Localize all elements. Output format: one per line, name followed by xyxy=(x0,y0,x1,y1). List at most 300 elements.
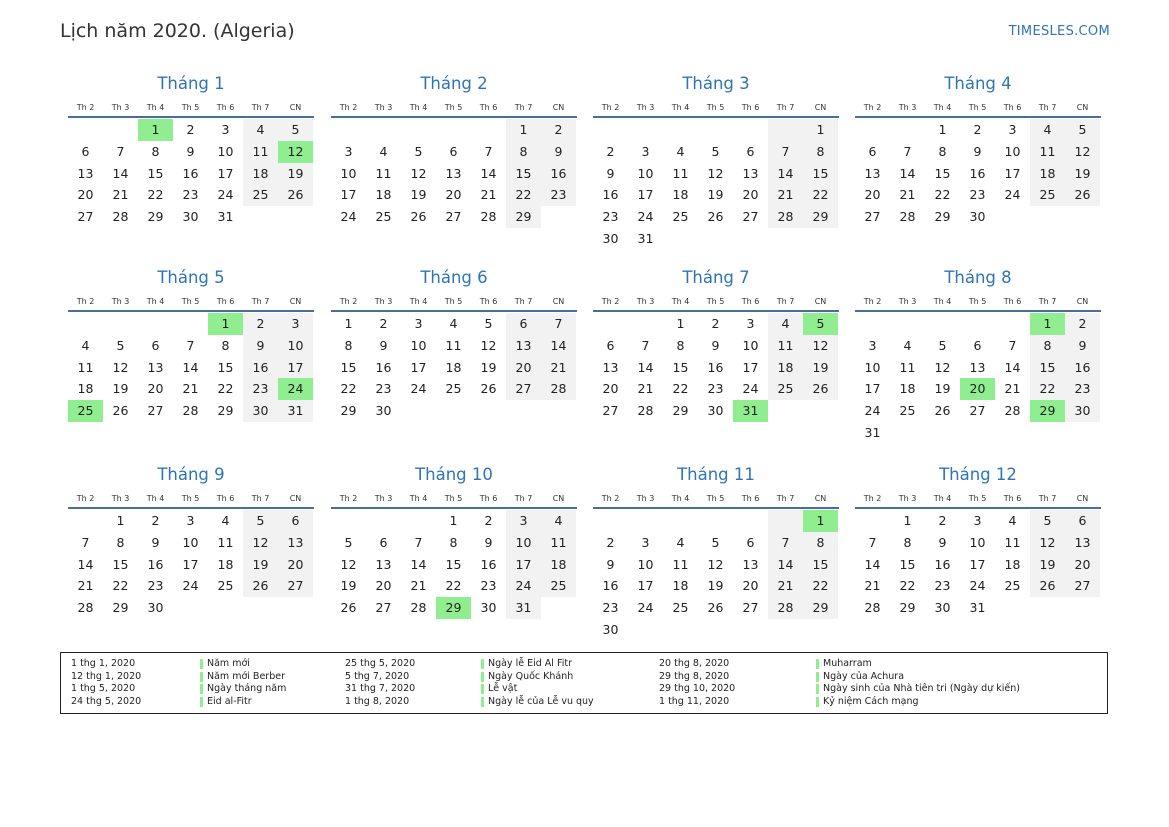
day-cell: 4 xyxy=(1030,119,1065,141)
day-cell: 8 xyxy=(449,534,458,550)
day-cell: 17 xyxy=(969,556,986,572)
month-title: Tháng 2 xyxy=(420,74,488,93)
day-cell: 26 xyxy=(803,378,838,400)
day-cell: 13 xyxy=(77,165,94,181)
day-cell: 14 xyxy=(541,335,576,357)
month-title: Tháng 10 xyxy=(415,465,493,484)
day-cell: 22 xyxy=(147,187,164,203)
weekday-label: Th 5 xyxy=(968,297,987,306)
day-cell: 17 xyxy=(410,359,427,375)
weekday-label: Th 7 xyxy=(776,297,795,306)
day-cell: 3 xyxy=(414,316,423,331)
weekday-label: Th 4 xyxy=(409,494,428,503)
weekday-header xyxy=(331,492,577,506)
empty-cell xyxy=(593,313,628,335)
weekday-label: Th 6 xyxy=(216,297,235,306)
empty-cell xyxy=(628,510,663,532)
day-cell: 5 xyxy=(116,337,125,353)
day-cell: 27 xyxy=(445,209,462,225)
day-cell: 25 xyxy=(1030,184,1065,206)
day-cell: 11 xyxy=(672,556,689,572)
day-cell: 23 xyxy=(969,187,986,203)
empty-cell xyxy=(401,510,436,532)
day-cell: 28 xyxy=(182,403,199,419)
day-cell: 27 xyxy=(602,403,619,419)
legend-holiday-name: Ngày sinh của Nhà tiên tri (Ngày dự kiến) xyxy=(823,683,1020,695)
day-cell: 7 xyxy=(768,141,803,163)
day-cell: 18 xyxy=(77,381,94,397)
day-cell: 27 xyxy=(742,209,759,225)
day-cell: 23 xyxy=(707,381,724,397)
day-cell: 4 xyxy=(541,510,576,532)
day-cell: 12 xyxy=(1030,532,1065,554)
day-grid xyxy=(331,119,577,228)
weekday-label: Th 7 xyxy=(251,494,270,503)
day-cell: 21 xyxy=(1004,381,1021,397)
day-cell: 22 xyxy=(506,184,541,206)
weekday-header xyxy=(331,295,577,309)
day-grid xyxy=(331,510,577,619)
day-cell: 16 xyxy=(1065,357,1100,379)
day-cell: 21 xyxy=(864,578,881,594)
day-cell: 10 xyxy=(217,143,234,159)
weekday-label: Th 5 xyxy=(444,297,463,306)
day-cell: 28 xyxy=(541,378,576,400)
empty-cell xyxy=(733,119,768,141)
day-cell: 13 xyxy=(506,335,541,357)
weekday-header xyxy=(68,295,314,309)
day-cell: 29 xyxy=(340,403,357,419)
day-cell: 4 xyxy=(903,337,912,353)
weekday-header xyxy=(855,295,1101,309)
empty-cell xyxy=(331,119,366,141)
weekday-label: Th 2 xyxy=(339,297,358,306)
day-grid xyxy=(593,119,839,250)
day-cell: 26 xyxy=(707,209,724,225)
day-cell: 19 xyxy=(1065,163,1100,185)
day-cell: 21 xyxy=(182,381,199,397)
day-cell: 16 xyxy=(969,165,986,181)
day-cell: 16 xyxy=(541,163,576,185)
day-cell: 24 xyxy=(969,578,986,594)
weekday-label: Th 7 xyxy=(776,494,795,503)
day-cell: 24 xyxy=(1004,187,1021,203)
day-cell: 19 xyxy=(803,357,838,379)
day-cell: 15 xyxy=(445,556,462,572)
empty-cell xyxy=(401,119,436,141)
day-cell: 2 xyxy=(379,316,388,331)
month-title: Tháng 5 xyxy=(157,268,225,287)
weekday-label: Th 6 xyxy=(1003,103,1022,112)
day-cell: 31 xyxy=(637,230,654,246)
empty-cell xyxy=(698,119,733,141)
day-cell: 16 xyxy=(375,359,392,375)
day-grid xyxy=(593,313,839,422)
legend-date: 29 thg 8, 2020 xyxy=(659,670,730,682)
month-4 xyxy=(855,73,1101,228)
day-cell: 2 xyxy=(541,119,576,141)
weekday-label: Th 2 xyxy=(601,103,620,112)
day-cell: 7 xyxy=(641,337,650,353)
weekday-label: Th 7 xyxy=(514,297,533,306)
day-cell: 16 xyxy=(934,556,951,572)
day-grid xyxy=(68,313,314,422)
site-link[interactable]: TIMESLES.COM xyxy=(1008,24,1110,39)
day-cell: 10 xyxy=(410,337,427,353)
day-cell: 20 xyxy=(375,578,392,594)
weekday-label: Th 3 xyxy=(636,297,655,306)
weekday-label: Th 6 xyxy=(216,494,235,503)
weekday-label: CN xyxy=(1076,103,1089,112)
day-cell: 28 xyxy=(637,403,654,419)
day-cell: 22 xyxy=(934,187,951,203)
day-cell: 30 xyxy=(1065,400,1100,422)
day-cell: 5 xyxy=(711,534,720,550)
weekday-header xyxy=(593,492,839,506)
day-cell: 27 xyxy=(77,209,94,225)
empty-cell xyxy=(663,119,698,141)
empty-cell xyxy=(890,119,925,141)
weekday-label: Th 3 xyxy=(636,103,655,112)
day-cell: 9 xyxy=(484,534,493,550)
day-cell: 28 xyxy=(768,206,803,228)
day-cell: 22 xyxy=(340,381,357,397)
weekday-label: Th 5 xyxy=(968,494,987,503)
weekday-label: Th 4 xyxy=(933,297,952,306)
day-cell: 24 xyxy=(340,209,357,225)
day-cell: 6 xyxy=(506,313,541,335)
day-cell: 21 xyxy=(899,187,916,203)
holiday-day-cell: 31 xyxy=(733,400,768,422)
weekday-label: Th 4 xyxy=(933,494,952,503)
day-cell: 6 xyxy=(449,143,458,159)
legend-holiday-name: Muharram xyxy=(823,658,872,669)
day-cell: 12 xyxy=(112,359,129,375)
day-cell: 22 xyxy=(803,575,838,597)
weekday-label: Th 6 xyxy=(1003,494,1022,503)
day-cell: 19 xyxy=(1030,554,1065,576)
weekday-label: CN xyxy=(1076,494,1089,503)
day-cell: 26 xyxy=(243,575,278,597)
day-cell: 28 xyxy=(1004,403,1021,419)
month-9 xyxy=(68,464,314,619)
day-cell: 4 xyxy=(1008,513,1017,528)
month-title: Tháng 8 xyxy=(944,268,1012,287)
header-divider xyxy=(855,310,1101,312)
legend-color-marker xyxy=(816,697,819,707)
day-cell: 3 xyxy=(641,534,650,550)
day-cell: 26 xyxy=(278,184,313,206)
day-cell: 23 xyxy=(934,578,951,594)
day-cell: 28 xyxy=(410,600,427,616)
day-cell: 28 xyxy=(112,209,129,225)
day-cell: 30 xyxy=(934,600,951,616)
day-cell: 2 xyxy=(484,513,493,528)
weekday-label: Th 2 xyxy=(76,494,95,503)
empty-cell xyxy=(103,313,138,335)
day-cell: 11 xyxy=(672,165,689,181)
day-cell: 28 xyxy=(768,597,803,619)
weekday-label: Th 2 xyxy=(339,494,358,503)
day-cell: 14 xyxy=(768,554,803,576)
legend-date: 25 thg 5, 2020 xyxy=(345,658,416,669)
day-cell: 8 xyxy=(506,141,541,163)
day-cell: 24 xyxy=(742,381,759,397)
day-cell: 29 xyxy=(112,600,129,616)
empty-cell xyxy=(698,510,733,532)
header-divider xyxy=(593,310,839,312)
weekday-label: CN xyxy=(814,297,827,306)
day-cell: 13 xyxy=(864,165,881,181)
day-cell: 21 xyxy=(410,578,427,594)
day-cell: 11 xyxy=(243,141,278,163)
day-cell: 5 xyxy=(414,143,423,159)
day-cell: 6 xyxy=(379,534,388,550)
legend-item xyxy=(61,671,1107,684)
weekday-label: Th 3 xyxy=(898,494,917,503)
month-title: Tháng 7 xyxy=(682,268,750,287)
day-cell: 25 xyxy=(899,403,916,419)
day-cell: 15 xyxy=(899,556,916,572)
day-cell: 19 xyxy=(112,381,129,397)
day-cell: 14 xyxy=(1004,359,1021,375)
legend-date: 24 thg 5, 2020 xyxy=(71,695,142,707)
day-cell: 13 xyxy=(375,556,392,572)
weekday-label: Th 6 xyxy=(741,103,760,112)
day-cell: 2 xyxy=(606,534,615,550)
day-cell: 6 xyxy=(606,337,615,353)
day-cell: 5 xyxy=(1065,119,1100,141)
day-cell: 19 xyxy=(480,359,497,375)
day-cell: 3 xyxy=(221,122,230,137)
holiday-legend xyxy=(60,652,1108,714)
holiday-day-cell: 29 xyxy=(1030,400,1065,422)
month-3 xyxy=(593,73,839,250)
day-cell: 9 xyxy=(711,337,720,353)
header-divider xyxy=(68,116,314,118)
empty-cell xyxy=(366,119,401,141)
day-cell: 16 xyxy=(182,165,199,181)
day-cell: 4 xyxy=(449,316,458,331)
weekday-label: Th 5 xyxy=(181,494,200,503)
empty-cell xyxy=(593,119,628,141)
empty-cell xyxy=(855,510,890,532)
empty-cell xyxy=(663,510,698,532)
day-cell: 31 xyxy=(864,424,881,440)
legend-holiday-name: Năm mới Berber xyxy=(207,670,285,682)
legend-holiday-name: Ngày Quốc Khánh xyxy=(488,670,574,682)
weekday-label: Th 4 xyxy=(146,297,165,306)
day-cell: 4 xyxy=(676,534,685,550)
day-cell: 17 xyxy=(182,556,199,572)
legend-item xyxy=(61,696,1107,709)
day-cell: 13 xyxy=(278,532,313,554)
day-cell: 26 xyxy=(410,209,427,225)
weekday-header xyxy=(855,101,1101,115)
day-cell: 5 xyxy=(243,510,278,532)
day-cell: 1 xyxy=(506,119,541,141)
day-cell: 30 xyxy=(707,403,724,419)
empty-cell xyxy=(855,119,890,141)
day-cell: 6 xyxy=(868,143,877,159)
day-cell: 21 xyxy=(480,187,497,203)
weekday-label: CN xyxy=(552,103,565,112)
day-grid xyxy=(593,510,839,641)
day-cell: 22 xyxy=(112,578,129,594)
day-cell: 14 xyxy=(112,165,129,181)
day-cell: 25 xyxy=(1004,578,1021,594)
day-cell: 16 xyxy=(243,357,278,379)
day-cell: 29 xyxy=(506,206,541,228)
day-cell: 11 xyxy=(541,532,576,554)
empty-cell xyxy=(855,313,890,335)
day-cell: 25 xyxy=(768,378,803,400)
day-cell: 2 xyxy=(151,513,160,528)
day-cell: 28 xyxy=(864,600,881,616)
day-cell: 17 xyxy=(637,187,654,203)
day-cell: 6 xyxy=(81,143,90,159)
empty-cell xyxy=(628,119,663,141)
day-cell: 18 xyxy=(1030,163,1065,185)
day-cell: 7 xyxy=(903,143,912,159)
day-cell: 22 xyxy=(445,578,462,594)
day-cell: 12 xyxy=(243,532,278,554)
month-title: Tháng 11 xyxy=(677,465,755,484)
empty-cell xyxy=(768,119,803,141)
day-cell: 27 xyxy=(278,575,313,597)
day-cell: 13 xyxy=(1065,532,1100,554)
day-cell: 4 xyxy=(81,337,90,353)
day-cell: 11 xyxy=(375,165,392,181)
weekday-label: Th 2 xyxy=(76,297,95,306)
day-cell: 25 xyxy=(375,209,392,225)
day-cell: 8 xyxy=(803,532,838,554)
weekday-label: CN xyxy=(552,494,565,503)
day-cell: 13 xyxy=(969,359,986,375)
day-cell: 27 xyxy=(742,600,759,616)
day-cell: 2 xyxy=(711,316,720,331)
day-cell: 27 xyxy=(864,209,881,225)
legend-date: 1 thg 1, 2020 xyxy=(71,658,136,669)
day-cell: 26 xyxy=(340,600,357,616)
day-cell: 18 xyxy=(672,578,689,594)
day-cell: 18 xyxy=(899,381,916,397)
day-cell: 26 xyxy=(1065,184,1100,206)
day-cell: 14 xyxy=(77,556,94,572)
empty-cell xyxy=(995,313,1030,335)
day-cell: 10 xyxy=(637,165,654,181)
empty-cell xyxy=(628,313,663,335)
day-cell: 28 xyxy=(480,209,497,225)
day-cell: 31 xyxy=(969,600,986,616)
weekday-label: CN xyxy=(289,297,302,306)
header-divider xyxy=(331,310,577,312)
day-cell: 25 xyxy=(243,184,278,206)
weekday-label: CN xyxy=(814,494,827,503)
day-cell: 30 xyxy=(480,600,497,616)
day-cell: 23 xyxy=(480,578,497,594)
day-cell: 12 xyxy=(1065,141,1100,163)
day-cell: 6 xyxy=(151,337,160,353)
weekday-label: Th 4 xyxy=(671,297,690,306)
legend-date: 20 thg 8, 2020 xyxy=(659,658,730,669)
weekday-label: Th 3 xyxy=(111,103,130,112)
day-grid xyxy=(68,510,314,619)
weekday-label: Th 6 xyxy=(1003,297,1022,306)
day-cell: 9 xyxy=(1065,335,1100,357)
weekday-label: Th 2 xyxy=(863,494,882,503)
day-cell: 9 xyxy=(938,534,947,550)
day-cell: 11 xyxy=(1030,141,1065,163)
empty-cell xyxy=(331,510,366,532)
day-cell: 4 xyxy=(243,119,278,141)
weekday-label: Th 5 xyxy=(181,103,200,112)
empty-cell xyxy=(173,313,208,335)
weekday-label: Th 5 xyxy=(444,494,463,503)
day-cell: 30 xyxy=(969,209,986,225)
day-cell: 23 xyxy=(602,600,619,616)
day-cell: 21 xyxy=(768,575,803,597)
weekday-label: Th 7 xyxy=(1038,297,1057,306)
day-cell: 17 xyxy=(637,578,654,594)
holiday-day-cell: 24 xyxy=(278,378,313,400)
weekday-label: Th 5 xyxy=(706,103,725,112)
day-cell: 25 xyxy=(672,209,689,225)
day-cell: 20 xyxy=(742,187,759,203)
legend-color-marker xyxy=(816,659,819,669)
day-cell: 20 xyxy=(602,381,619,397)
day-cell: 1 xyxy=(938,122,947,137)
weekday-label: Th 6 xyxy=(741,494,760,503)
weekday-label: Th 5 xyxy=(706,297,725,306)
weekday-label: Th 3 xyxy=(898,103,917,112)
day-cell: 22 xyxy=(899,578,916,594)
day-cell: 13 xyxy=(147,359,164,375)
legend-holiday-name: Năm mới xyxy=(207,658,250,669)
weekday-header xyxy=(331,101,577,115)
day-cell: 11 xyxy=(1004,534,1021,550)
day-cell: 21 xyxy=(112,187,129,203)
empty-cell xyxy=(436,119,471,141)
legend-date: 1 thg 8, 2020 xyxy=(345,695,410,707)
weekday-label: Th 3 xyxy=(636,494,655,503)
weekday-label: CN xyxy=(552,297,565,306)
day-cell: 29 xyxy=(803,206,838,228)
day-grid xyxy=(68,119,314,228)
day-cell: 11 xyxy=(768,335,803,357)
day-cell: 28 xyxy=(77,600,94,616)
weekday-label: Th 7 xyxy=(1038,103,1057,112)
day-cell: 2 xyxy=(243,313,278,335)
day-cell: 11 xyxy=(217,534,234,550)
day-cell: 17 xyxy=(340,187,357,203)
day-cell: 20 xyxy=(864,187,881,203)
day-cell: 18 xyxy=(375,187,392,203)
day-cell: 5 xyxy=(1030,510,1065,532)
day-cell: 11 xyxy=(899,359,916,375)
day-cell: 9 xyxy=(973,143,982,159)
day-cell: 10 xyxy=(340,165,357,181)
day-cell: 27 xyxy=(147,403,164,419)
day-cell: 23 xyxy=(1065,378,1100,400)
day-grid xyxy=(855,119,1101,228)
day-cell: 19 xyxy=(707,578,724,594)
legend-item xyxy=(61,658,1107,671)
day-cell: 3 xyxy=(1008,122,1017,137)
empty-cell xyxy=(68,313,103,335)
day-cell: 20 xyxy=(742,578,759,594)
weekday-header xyxy=(68,492,314,506)
